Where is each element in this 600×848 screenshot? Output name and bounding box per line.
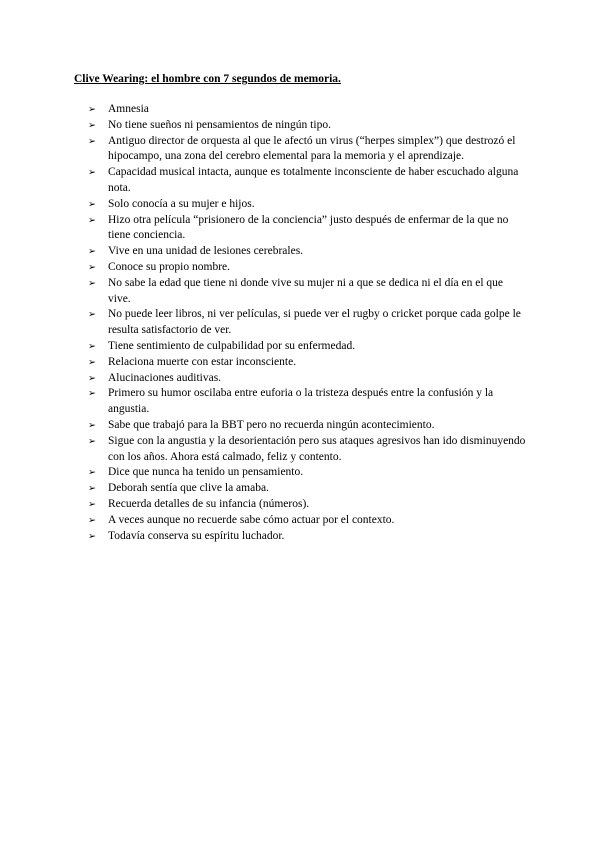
list-item-text: Vive en una unidad de lesiones cerebrales. (108, 245, 304, 258)
list-item (88, 197, 528, 213)
list-item-text: Sabe que trabajó para la BBT pero no recuerda ningún acontecimiento. (108, 418, 435, 431)
list-item (88, 465, 528, 481)
list-item (88, 513, 528, 529)
list-item (88, 418, 528, 434)
list-item-text: Relaciona muerte con estar inconsciente. (108, 355, 297, 368)
arrow-bullet-icon: ➢ (88, 261, 96, 273)
list-item (88, 355, 528, 371)
list-item-text: Solo conocía a su mujer e hijos. (108, 197, 255, 210)
bullet-list (88, 102, 528, 544)
arrow-bullet-icon: ➢ (88, 198, 96, 210)
arrow-bullet-icon: ➢ (88, 214, 96, 226)
list-item-text: Amnesia (108, 103, 149, 115)
list-item-text: A veces aunque no recuerde sabe cómo actuar por el contexto. (108, 513, 395, 526)
list-item-text: Todavía conserva su espíritu luchador. (108, 529, 285, 542)
list-item-text: Antiguo director de orquesta al que le afectó un virus (“herpes simplex”) que destrozó el hipocampo, una zona del cerebro elemental para la memoria y el aprendizaje. (108, 134, 516, 163)
list-item-text: No puede leer libros, ni ver películas, si puede ver el rugby o cricket porque cada golpe le resulta satisfactorio de ver. (108, 308, 521, 337)
list-item-text: Hizo otra película “prisionero de la conciencia” justo después de enfermar de la que no tiene conciencia. (108, 213, 509, 242)
list-item (88, 165, 528, 197)
list-item (88, 118, 528, 134)
document-title: Clive Wearing: el hombre con 7 segundos de memoria. (74, 73, 341, 85)
arrow-bullet-icon: ➢ (88, 167, 96, 179)
list-item-text: Conoce su propio nombre. (108, 260, 231, 273)
list-item (88, 134, 528, 166)
arrow-bullet-icon: ➢ (88, 514, 96, 526)
arrow-bullet-icon: ➢ (88, 483, 96, 495)
list-item-text: Sigue con la angustia y la desorientación pero sus ataques agresivos han ido disminuyendo con los años. Ahora está calmado, feliz y contento. (108, 434, 526, 463)
list-item-text: Dice que nunca ha tenido un pensamiento. (108, 466, 304, 479)
list-item-text: No tiene sueños ni pensamientos de ningún tipo. (108, 118, 331, 131)
arrow-bullet-icon: ➢ (88, 340, 96, 352)
arrow-bullet-icon: ➢ (88, 135, 96, 147)
list-item (88, 102, 528, 118)
list-item (88, 339, 528, 355)
list-item (88, 244, 528, 260)
list-item (88, 481, 528, 497)
list-item (88, 260, 528, 276)
arrow-bullet-icon: ➢ (88, 435, 96, 447)
arrow-bullet-icon: ➢ (88, 356, 96, 368)
list-item (88, 529, 528, 545)
list-item (88, 213, 528, 245)
arrow-bullet-icon: ➢ (88, 530, 96, 542)
list-item-text: Recuerda detalles de su infancia (números). (108, 497, 310, 510)
list-item (88, 276, 528, 308)
arrow-bullet-icon: ➢ (88, 372, 96, 384)
list-item-text: Alucinaciones auditivas. (108, 371, 222, 384)
list-item (88, 307, 528, 339)
arrow-bullet-icon: ➢ (88, 467, 96, 479)
list-item (88, 371, 528, 387)
arrow-bullet-icon: ➢ (88, 246, 96, 258)
list-item (88, 497, 528, 513)
list-item (88, 386, 528, 418)
list-item-text: Deborah sentía que clive la amaba. (108, 482, 269, 495)
arrow-bullet-icon: ➢ (88, 388, 96, 400)
arrow-bullet-icon: ➢ (88, 277, 96, 289)
list-item (88, 434, 528, 466)
arrow-bullet-icon: ➢ (88, 119, 96, 131)
list-item-text: Tiene sentimiento de culpabilidad por su enfermedad. (108, 339, 356, 352)
list-item-text: Capacidad musical intacta, aunque es totalmente inconsciente de haber escuchado alguna nota. (108, 166, 519, 194)
arrow-bullet-icon: ➢ (88, 419, 96, 431)
list-item-text: Primero su humor oscilaba entre euforia o la tristeza después entre la confusión y la angustia. (108, 387, 494, 416)
arrow-bullet-icon: ➢ (88, 498, 96, 510)
list-item-text: No sabe la edad que tiene ni donde vive su mujer ni a que se dedica ni el día en el que vive. (108, 276, 504, 305)
arrow-bullet-icon: ➢ (88, 309, 96, 321)
arrow-bullet-icon: ➢ (88, 104, 96, 115)
